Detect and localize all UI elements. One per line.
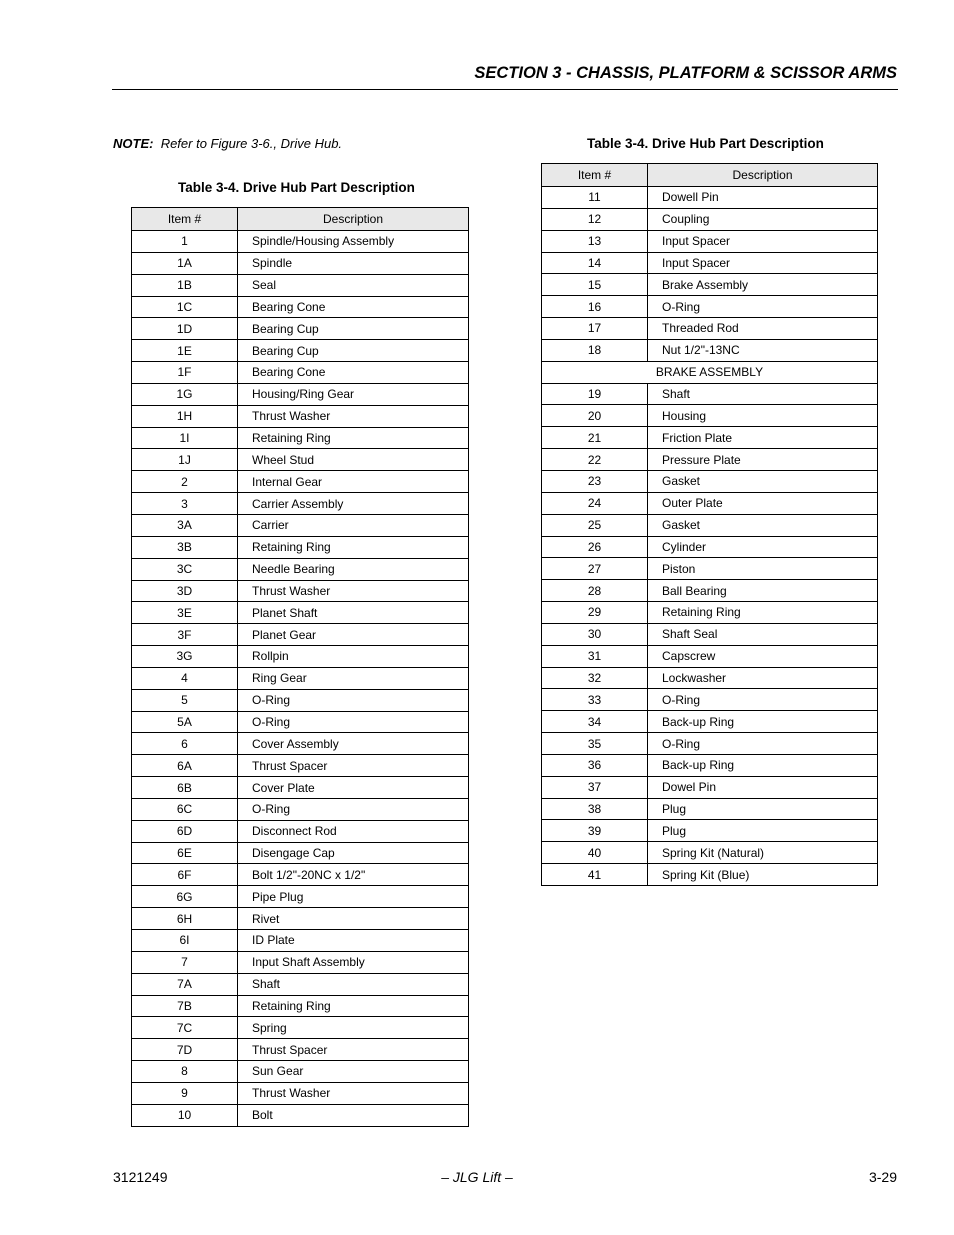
description-cell: Wheel Stud [238, 449, 469, 471]
item-number-cell: 33 [542, 689, 648, 711]
table-row [542, 339, 878, 361]
table-row [542, 580, 878, 602]
item-number-cell: 6A [132, 755, 238, 777]
description-cell: Seal [238, 274, 469, 296]
table-row [542, 645, 878, 667]
note-text: Refer to Figure 3-6., Drive Hub. [160, 136, 343, 151]
table-row [542, 558, 878, 580]
description-cell: Internal Gear [238, 471, 469, 493]
description-cell: Plug [648, 798, 878, 820]
table-row [542, 711, 878, 733]
item-number-cell: 7A [132, 973, 238, 995]
item-number-cell: 3F [132, 624, 238, 646]
item-number-cell: 3B [132, 536, 238, 558]
item-number-cell: 7D [132, 1039, 238, 1061]
table-row [132, 820, 469, 842]
item-number-cell: 14 [542, 252, 648, 274]
item-number-cell: 8 [132, 1061, 238, 1083]
description-cell: Carrier [238, 514, 469, 536]
table-row [132, 777, 469, 799]
description-cell: Dowell Pin [648, 187, 878, 209]
table-row [542, 274, 878, 296]
description-cell: Coupling [648, 208, 878, 230]
description-cell: Gasket [648, 514, 878, 536]
description-cell: Spring [238, 1017, 469, 1039]
table-row [132, 646, 469, 668]
table-row [542, 820, 878, 842]
table-row [132, 427, 469, 449]
table-row [132, 514, 469, 536]
description-cell: Bolt 1/2"-20NC x 1/2" [238, 864, 469, 886]
table-row [132, 711, 469, 733]
item-number-cell: 7C [132, 1017, 238, 1039]
item-number-cell: 30 [542, 623, 648, 645]
description-cell: Input Spacer [648, 230, 878, 252]
item-number-cell: 6E [132, 842, 238, 864]
description-cell: Nut 1/2"-13NC [648, 339, 878, 361]
description-cell: Threaded Rod [648, 318, 878, 340]
description-cell: Gasket [648, 470, 878, 492]
item-number-cell: 10 [132, 1104, 238, 1126]
item-number-cell: 1 [132, 231, 238, 253]
table-row [542, 318, 878, 340]
description-cell: Back-up Ring [648, 754, 878, 776]
item-number-cell: 3 [132, 493, 238, 515]
table-row [542, 492, 878, 514]
description-cell: Shaft [238, 973, 469, 995]
table-row [132, 340, 469, 362]
item-number-cell: 2 [132, 471, 238, 493]
description-cell: Plug [648, 820, 878, 842]
item-number-cell: 17 [542, 318, 648, 340]
note-label: NOTE: [113, 136, 154, 151]
header-rule [112, 89, 898, 90]
column-header-description: Description [238, 208, 469, 231]
item-number-cell: 3A [132, 514, 238, 536]
description-cell: Thrust Washer [238, 580, 469, 602]
left-parts-table [131, 207, 469, 1127]
table-row [132, 536, 469, 558]
description-cell: Shaft Seal [648, 623, 878, 645]
description-cell: Thrust Washer [238, 1082, 469, 1104]
table-row [132, 908, 469, 930]
right-table-caption: Table 3-4. Drive Hub Part Description [587, 136, 824, 151]
item-number-cell: 3D [132, 580, 238, 602]
table-row [542, 689, 878, 711]
description-cell: Rollpin [238, 646, 469, 668]
item-number-cell: 35 [542, 733, 648, 755]
description-cell: Disengage Cap [238, 842, 469, 864]
description-cell: O-Ring [648, 296, 878, 318]
description-cell: Bearing Cone [238, 296, 469, 318]
table-row [542, 623, 878, 645]
table-row [132, 689, 469, 711]
item-number-cell: 7B [132, 995, 238, 1017]
table-row [542, 449, 878, 471]
item-number-cell: 24 [542, 492, 648, 514]
description-cell: Thrust Spacer [238, 755, 469, 777]
table-row [132, 864, 469, 886]
item-number-cell: 22 [542, 449, 648, 471]
item-number-cell: 6I [132, 930, 238, 952]
description-cell: Retaining Ring [238, 427, 469, 449]
table-row [132, 624, 469, 646]
table-row [132, 842, 469, 864]
item-number-cell: 15 [542, 274, 648, 296]
table-row [132, 973, 469, 995]
table-row [132, 362, 469, 384]
item-number-cell: 32 [542, 667, 648, 689]
table-row [132, 951, 469, 973]
description-cell: Capscrew [648, 645, 878, 667]
table-row [132, 231, 469, 253]
table-row [132, 1061, 469, 1083]
item-number-cell: 40 [542, 842, 648, 864]
description-cell: Planet Gear [238, 624, 469, 646]
table-row [132, 558, 469, 580]
item-number-cell: 1D [132, 318, 238, 340]
item-number-cell: 38 [542, 798, 648, 820]
item-number-cell: 28 [542, 580, 648, 602]
item-number-cell: 12 [542, 208, 648, 230]
item-number-cell: 18 [542, 339, 648, 361]
item-number-cell: 1H [132, 405, 238, 427]
table-row [542, 230, 878, 252]
table-row [132, 252, 469, 274]
table-row [542, 470, 878, 492]
description-cell: O-Ring [648, 733, 878, 755]
item-number-cell: 1E [132, 340, 238, 362]
column-header-item: Item # [542, 164, 648, 187]
description-cell: Carrier Assembly [238, 493, 469, 515]
description-cell: Retaining Ring [238, 995, 469, 1017]
table-row [132, 274, 469, 296]
description-cell: Spring Kit (Natural) [648, 842, 878, 864]
description-cell: Bearing Cone [238, 362, 469, 384]
table-row [132, 798, 469, 820]
item-number-cell: 3C [132, 558, 238, 580]
description-cell: Input Spacer [648, 252, 878, 274]
description-cell: O-Ring [238, 798, 469, 820]
item-number-cell: 3E [132, 602, 238, 624]
table-row [542, 754, 878, 776]
table-row [542, 667, 878, 689]
table-row [132, 995, 469, 1017]
table-row [132, 405, 469, 427]
description-cell: Pipe Plug [238, 886, 469, 908]
item-number-cell: 6B [132, 777, 238, 799]
description-cell: Needle Bearing [238, 558, 469, 580]
table-row [542, 361, 878, 383]
item-number-cell: 11 [542, 187, 648, 209]
table-row [542, 536, 878, 558]
item-number-cell: 37 [542, 776, 648, 798]
item-number-cell: 1J [132, 449, 238, 471]
description-cell: Thrust Washer [238, 405, 469, 427]
description-cell: Spindle [238, 252, 469, 274]
item-number-cell: 1I [132, 427, 238, 449]
description-cell: Sun Gear [238, 1061, 469, 1083]
description-cell: Bearing Cup [238, 318, 469, 340]
item-number-cell: 6D [132, 820, 238, 842]
item-number-cell: 1G [132, 383, 238, 405]
item-number-cell: 6F [132, 864, 238, 886]
right-parts-table [541, 163, 878, 886]
table-row [542, 296, 878, 318]
table-row [542, 602, 878, 624]
item-number-cell: 27 [542, 558, 648, 580]
item-number-cell: 3G [132, 646, 238, 668]
table-header-row [542, 164, 878, 187]
description-cell: O-Ring [648, 689, 878, 711]
table-row [132, 602, 469, 624]
description-cell: Lockwasher [648, 667, 878, 689]
footer-brand: – JLG Lift – [441, 1169, 513, 1185]
description-cell: Planet Shaft [238, 602, 469, 624]
description-cell: Housing/Ring Gear [238, 383, 469, 405]
table-row [132, 471, 469, 493]
item-number-cell: 19 [542, 383, 648, 405]
description-cell: O-Ring [238, 711, 469, 733]
table-row [132, 383, 469, 405]
table-row [132, 1104, 469, 1126]
item-number-cell: 26 [542, 536, 648, 558]
item-number-cell: 5 [132, 689, 238, 711]
table-row [542, 864, 878, 886]
table-row [132, 1017, 469, 1039]
table-row [542, 252, 878, 274]
item-number-cell: 1F [132, 362, 238, 384]
item-number-cell: 6 [132, 733, 238, 755]
table-row [542, 776, 878, 798]
description-cell: Housing [648, 405, 878, 427]
table-row [542, 733, 878, 755]
item-number-cell: 1B [132, 274, 238, 296]
table-row [132, 296, 469, 318]
table-row [542, 514, 878, 536]
description-cell: ID Plate [238, 930, 469, 952]
column-header-item: Item # [132, 208, 238, 231]
description-cell: Piston [648, 558, 878, 580]
table-header-row [132, 208, 469, 231]
group-heading-cell: BRAKE ASSEMBLY [542, 361, 878, 383]
description-cell: Input Shaft Assembly [238, 951, 469, 973]
table-row [132, 1082, 469, 1104]
description-cell: Cylinder [648, 536, 878, 558]
item-number-cell: 4 [132, 667, 238, 689]
table-row [132, 733, 469, 755]
table-row [132, 493, 469, 515]
table-row [542, 208, 878, 230]
description-cell: Bearing Cup [238, 340, 469, 362]
item-number-cell: 21 [542, 427, 648, 449]
item-number-cell: 23 [542, 470, 648, 492]
table-row [132, 667, 469, 689]
table-row [132, 318, 469, 340]
description-cell: Spring Kit (Blue) [648, 864, 878, 886]
description-cell: Retaining Ring [238, 536, 469, 558]
description-cell: Disconnect Rod [238, 820, 469, 842]
item-number-cell: 34 [542, 711, 648, 733]
description-cell: Ring Gear [238, 667, 469, 689]
item-number-cell: 36 [542, 754, 648, 776]
table-row [542, 383, 878, 405]
table-row [132, 580, 469, 602]
description-cell: Rivet [238, 908, 469, 930]
item-number-cell: 39 [542, 820, 648, 842]
item-number-cell: 6C [132, 798, 238, 820]
table-row [132, 1039, 469, 1061]
item-number-cell: 7 [132, 951, 238, 973]
description-cell: Pressure Plate [648, 449, 878, 471]
item-number-cell: 41 [542, 864, 648, 886]
item-number-cell: 1A [132, 252, 238, 274]
description-cell: Spindle/Housing Assembly [238, 231, 469, 253]
description-cell: Outer Plate [648, 492, 878, 514]
item-number-cell: 5A [132, 711, 238, 733]
item-number-cell: 25 [542, 514, 648, 536]
item-number-cell: 31 [542, 645, 648, 667]
description-cell: Back-up Ring [648, 711, 878, 733]
table-row [542, 405, 878, 427]
table-row [132, 930, 469, 952]
table-row [542, 187, 878, 209]
description-cell: Cover Plate [238, 777, 469, 799]
item-number-cell: 1C [132, 296, 238, 318]
description-cell: Dowel Pin [648, 776, 878, 798]
description-cell: Retaining Ring [648, 602, 878, 624]
note [113, 136, 342, 151]
description-cell: Brake Assembly [648, 274, 878, 296]
page-number: 3-29 [868, 1169, 897, 1185]
table-row [542, 798, 878, 820]
item-number-cell: 16 [542, 296, 648, 318]
description-cell: Cover Assembly [238, 733, 469, 755]
item-number-cell: 29 [542, 602, 648, 624]
left-table-caption: Table 3-4. Drive Hub Part Description [178, 180, 415, 195]
item-number-cell: 13 [542, 230, 648, 252]
section-title: SECTION 3 - CHASSIS, PLATFORM & SCISSOR ARMS [474, 64, 897, 82]
document-number: 3121249 [113, 1169, 168, 1185]
item-number-cell: 6G [132, 886, 238, 908]
table-row [132, 886, 469, 908]
item-number-cell: 6H [132, 908, 238, 930]
item-number-cell: 20 [542, 405, 648, 427]
column-header-description: Description [648, 164, 878, 187]
description-cell: Friction Plate [648, 427, 878, 449]
table-row [132, 449, 469, 471]
description-cell: Bolt [238, 1104, 469, 1126]
table-row [542, 427, 878, 449]
table-row [542, 842, 878, 864]
description-cell: O-Ring [238, 689, 469, 711]
item-number-cell: 9 [132, 1082, 238, 1104]
description-cell: Ball Bearing [648, 580, 878, 602]
description-cell: Shaft [648, 383, 878, 405]
description-cell: Thrust Spacer [238, 1039, 469, 1061]
table-row [132, 755, 469, 777]
